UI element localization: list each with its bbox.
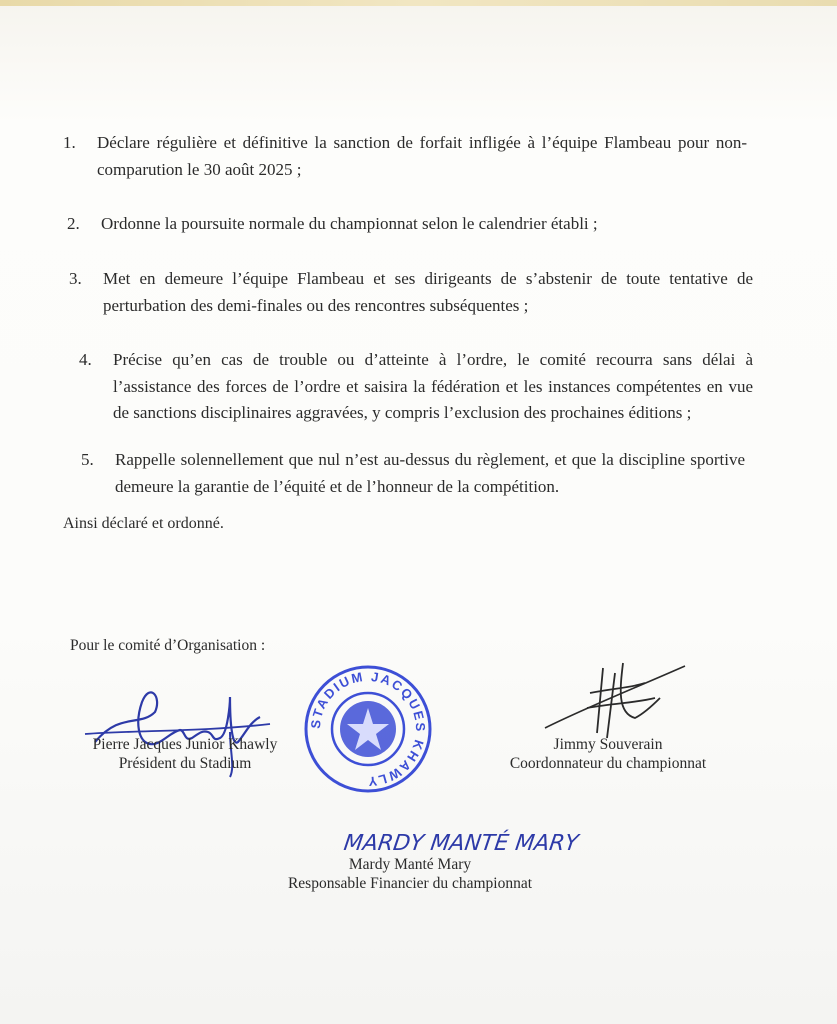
signatory-name: Pierre Jacques Junior Khawly <box>92 736 278 753</box>
decision-item-4 <box>79 347 753 427</box>
signatory-role: Responsable Financier du championnat <box>287 875 533 892</box>
closing-statement: Ainsi déclaré et ordonné. <box>63 515 224 532</box>
decision-text: Déclare régulière et définitive la sanction de forfait infligée à l’équipe Flambeau pour non-comparution le 30 août 2025 ; <box>97 133 747 179</box>
committee-label: Pour le comité d’Organisation : <box>70 637 266 654</box>
decision-number: 3. <box>69 269 82 288</box>
decision-number: 2. <box>67 214 80 233</box>
signatory-role: Coordonnateur du championnat <box>509 755 707 772</box>
svg-text:MARDY MANTÉ MARY: MARDY MANTÉ MARY <box>342 830 580 856</box>
decision-item-2 <box>67 211 741 238</box>
decision-item-1 <box>63 130 747 183</box>
signatory-role: Président du Stadium <box>118 755 252 772</box>
signatory-name: Jimmy Souverain <box>553 736 663 753</box>
decision-item-5 <box>81 447 745 500</box>
decision-number: 1. <box>63 133 76 152</box>
decision-number: 4. <box>79 350 92 369</box>
signatory-souverain <box>497 735 719 773</box>
decision-item-3 <box>69 266 753 319</box>
decision-text: Précise qu’en cas de trouble ou d’atteinte à l’ordre, le comité recourra sans délai à l’assistance des forces de l’ordre et saisira la fédération et les instances compétentes en vue de sanctions disciplinaires aggravées, y compris l’exclusion des prochaines éditions ; <box>113 350 753 422</box>
decision-text: Met en demeure l’équipe Flambeau et ses dirigeants de s’abstenir de toute tentative de perturbation des demi-finales ou des rencontres subséquentes ; <box>103 269 753 315</box>
signatory-khawly <box>80 735 290 773</box>
stadium-stamp <box>303 664 433 794</box>
decision-number: 5. <box>81 450 94 469</box>
signatory-name: Mardy Manté Mary <box>348 856 472 873</box>
decision-text: Rappelle solennellement que nul n’est au-dessus du règlement, et que la discipline sportive demeure la garantie de l’équité et de l’honneur de la compétition. <box>115 450 745 496</box>
svg-text:STADIUM JACQUES KHAWLY: STADIUM JACQUES KHAWLY <box>307 668 429 790</box>
signatory-mary <box>275 855 545 893</box>
paper-top-edge <box>0 0 837 6</box>
decision-text: Ordonne la poursuite normale du championnat selon le calendrier établi ; <box>101 214 598 233</box>
